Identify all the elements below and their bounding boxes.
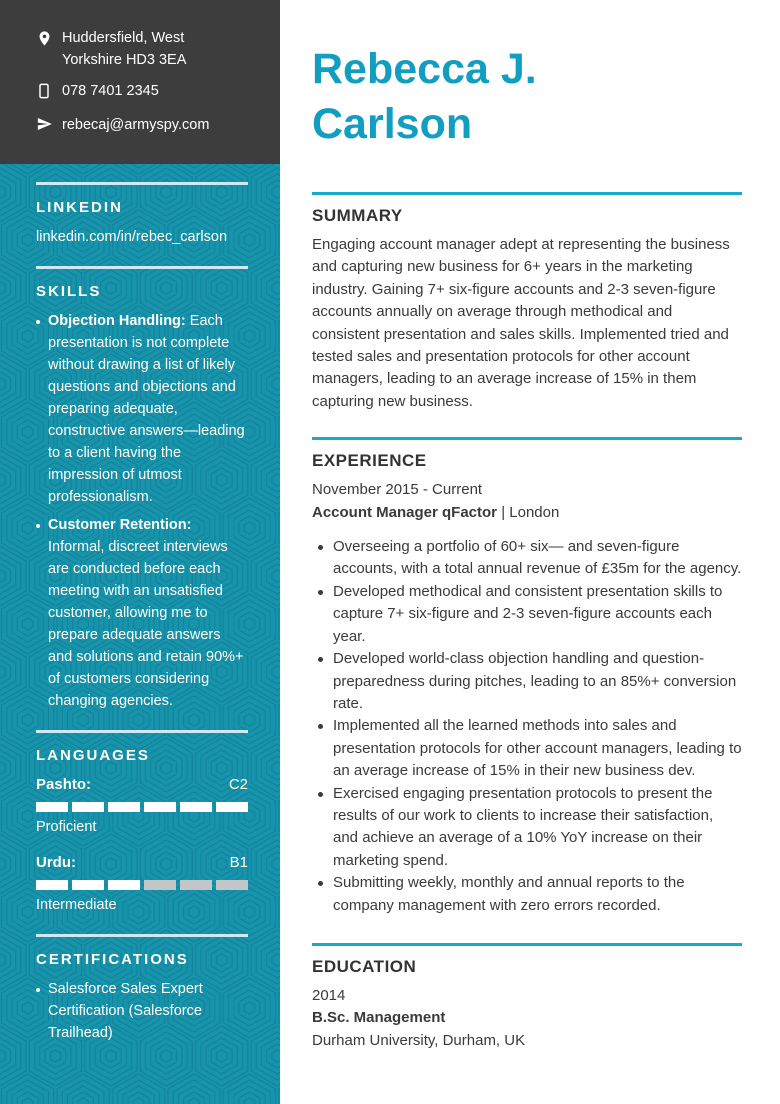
bar-segment (108, 802, 140, 812)
experience-bullet: Implemented all the learned methods into sales and presentation protocols for other account managers, leading to an average increase of 15% in their new business dev. (312, 715, 742, 782)
skills-section-title: SKILLS (36, 283, 102, 300)
language-level: C2 (228, 776, 248, 793)
main-content (312, 0, 742, 1052)
experience-section-title: EXPERIENCE (312, 451, 427, 471)
section-languages (36, 730, 248, 916)
experience-role: Account Manager qFactor (312, 503, 498, 521)
person-name: Rebecca J. Carlson (312, 45, 537, 148)
experience-bullet: Exercised engaging presentation protocols to present the results of our work to clients to increase their satisfaction, and achieve an average of a 10% YoY increase on their marketing spend. (312, 783, 742, 873)
bar-segment (180, 802, 212, 812)
sidebar-body (0, 182, 280, 1044)
experience-location: | London (497, 503, 560, 521)
section-divider (312, 943, 742, 946)
section-education (312, 943, 742, 1052)
language-level-bar (36, 802, 248, 812)
language-item (36, 774, 248, 838)
paper-plane-icon (36, 114, 62, 137)
bar-segment (72, 802, 104, 812)
contact-location-row (36, 27, 256, 71)
contact-email: rebecaj@armyspy.com (62, 117, 210, 133)
bar-segment (144, 802, 176, 812)
certification-item: Salesforce Sales Expert Certification (Salesforce Trailhead) (36, 978, 248, 1044)
bar-segment (216, 802, 248, 812)
sidebar-divider (36, 730, 248, 733)
linkedin-section-title: LINKEDIN (36, 199, 123, 216)
experience-bullet: Overseeing a portfolio of 60+ six— and seven-figure accounts, with a total annual revenue of £35m for the agency. (312, 536, 742, 581)
skill-text: Each presentation is not complete without drawing a list of likely questions and objections and preparing adequate, constructive answers—leading to a client having the impression of utmost professionalism. (48, 313, 245, 505)
certifications-section-title: CERTIFICATIONS (36, 951, 189, 968)
linkedin-url: linkedin.com/in/rebec_carlson (36, 229, 228, 245)
languages-section-title: LANGUAGES (36, 747, 150, 764)
contact-phone-row (36, 80, 256, 105)
sidebar-divider (36, 266, 248, 269)
skill-text: Informal, discreet interviews are conducted before each meeting with an unsatisfied customer, allowing me to prepare adequate answers and solutions and retain 90%+ of customers considering changing agencies. (48, 539, 244, 709)
sidebar (0, 0, 280, 1104)
bar-segment (180, 880, 212, 890)
language-name: Pashto: (36, 776, 92, 793)
language-proficiency-label: Intermediate (36, 897, 117, 913)
skill-lead: Objection Handling: (48, 313, 186, 329)
skill-item (36, 310, 248, 508)
contact-phone: 078 7401 2345 (62, 83, 159, 99)
skill-item (36, 514, 248, 712)
bar-segment (36, 880, 68, 890)
section-skills (36, 266, 248, 712)
experience-title-line (312, 502, 742, 524)
bar-segment (144, 880, 176, 890)
education-school: Durham University, Durham, UK (312, 1031, 526, 1049)
language-name: Urdu: (36, 854, 76, 871)
contact-email-row (36, 114, 256, 137)
experience-dates: November 2015 - Current (312, 481, 483, 499)
experience-bullet: Developed world-class objection handling and question-preparedness during pitches, leading to an 85%+ conversion rate. (312, 648, 742, 715)
education-section-title: EDUCATION (312, 956, 417, 976)
skill-lead: Customer Retention: (48, 517, 192, 533)
language-level-bar (36, 880, 248, 890)
language-proficiency-label: Proficient (36, 819, 97, 835)
section-summary (312, 192, 742, 413)
section-linkedin (36, 182, 248, 248)
mobile-phone-icon (36, 80, 62, 105)
bar-segment (72, 880, 104, 890)
language-item (36, 852, 248, 916)
bar-segment (216, 880, 248, 890)
experience-bullet: Submitting weekly, monthly and annual reports to the company management with zero errors recorded. (312, 872, 742, 917)
experience-bullet: Developed methodical and consistent presentation skills to capture 7+ six-figure and 2-3 seven-figure accounts each year. (312, 581, 742, 648)
section-experience (312, 437, 742, 917)
bar-segment (36, 802, 68, 812)
contact-card (0, 0, 280, 164)
language-level: B1 (229, 854, 248, 871)
education-degree: B.Sc. Management (312, 1009, 446, 1027)
section-divider (312, 437, 742, 440)
sidebar-divider (36, 934, 248, 937)
summary-text: Engaging account manager adept at representing the business and capturing new business for 6+ years in the marketing industry. Gaining 7+ six-figure accounts and 2-3 seven-figure accounts annually on average through methodical and consistent presentation and sales skills. Implemented tried and tested sales and presentation protocols for other account managers, leading to an average increase of 15% in them capturing new business. (312, 236, 730, 410)
summary-section-title: SUMMARY (312, 206, 403, 225)
experience-bullet-list (312, 536, 742, 917)
location-pin-icon (36, 27, 62, 53)
bar-segment (108, 880, 140, 890)
section-divider (312, 192, 742, 195)
contact-location: Huddersfield, West Yorkshire HD3 3EA (62, 30, 187, 68)
education-year: 2014 (312, 986, 346, 1004)
sidebar-divider (36, 182, 248, 185)
section-certifications (36, 934, 248, 1044)
